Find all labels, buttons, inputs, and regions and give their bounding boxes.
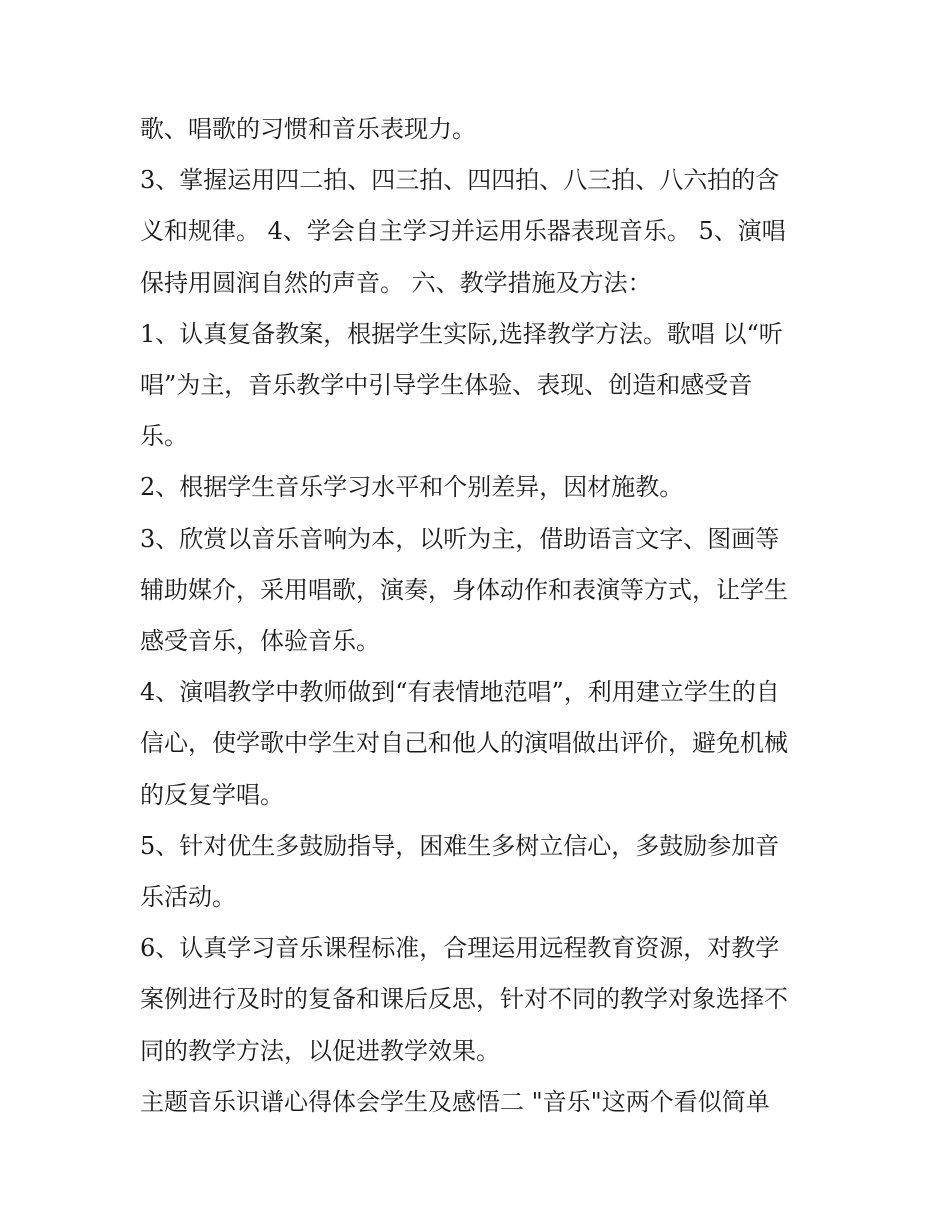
text-line: 6、认真学习音乐课程标准，合理运用远程教育资源，对教学 [140,934,780,963]
text-line: 3、欣赏以音乐音响为本，以听为主，借助语言文字、图画等 [140,524,780,553]
text-line: 感受音乐，体验音乐。 [140,627,380,656]
text-line: 4、演唱教学中教师做到“有表情地范唱”，利用建立学生的自 [140,678,780,707]
text-line: 乐活动。 [140,883,236,912]
text-line: 乐。 [140,422,188,451]
text-line: 3、掌握运用四二拍、四三拍、四四拍、八三拍、八六拍的含 [140,166,780,195]
text-line: 5、针对优生多鼓励指导，困难生多树立信心，多鼓励参加音 [140,831,780,860]
text-line: 案例进行及时的复备和课后反思，针对不同的教学对象选择不 [140,985,788,1014]
text-line: 辅助媒介，采用唱歌，演奏，身体动作和表演等方式，让学生 [140,575,788,604]
text-line: 主题音乐识谱心得体会学生及感悟二 "音乐"这两个看似简单 [140,1087,770,1116]
text-line: 2、根据学生音乐学习水平和个别差异，因材施教。 [140,473,684,502]
text-line: 保持用圆润自然的声音。 六、教学措施及方法： [140,268,652,297]
text-line: 歌、唱歌的习惯和音乐表现力。 [140,115,476,143]
text-line: 唱”为主，音乐教学中引导学生体验、表现、创造和感受音 [140,371,753,400]
text-line: 同的教学方法，以促进教学效果。 [140,1036,500,1065]
document-body [140,104,820,1128]
text-line: 1、认真复备教案，根据学生实际,选择教学方法。歌唱 以“听 [140,319,783,348]
text-line: 信心，使学歌中学生对自己和他人的演唱做出评价，避免机械 [140,729,788,758]
text-line: 的反复学唱。 [140,780,284,809]
text-line: 义和规律。 4、学会自主学习并运用乐器表现音乐。 5、演唱 [140,217,786,246]
